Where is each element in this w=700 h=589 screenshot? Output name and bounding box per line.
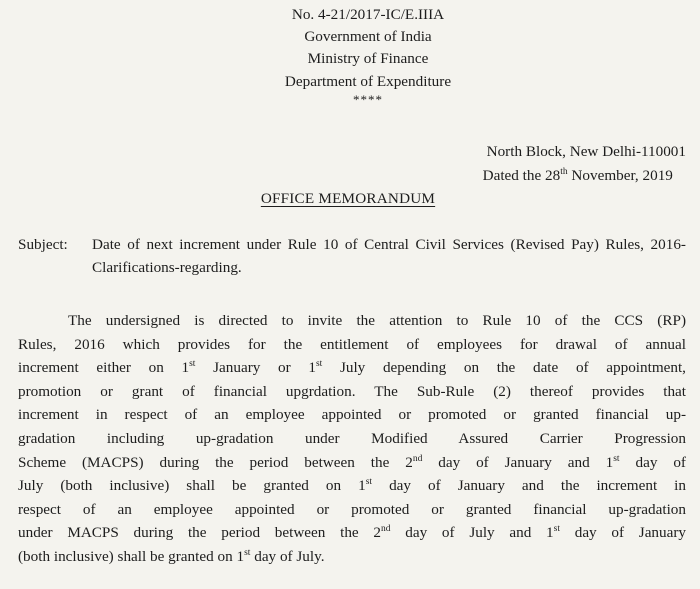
- date-suffix: November, 2019: [567, 167, 673, 184]
- body-paragraph: [18, 309, 686, 569]
- ordinal-sup: st: [553, 524, 560, 535]
- text-run: July depending on the date of appointment,: [322, 359, 686, 377]
- ordinal-sup: st: [189, 359, 196, 370]
- text-run: under MACPS during the period between the 2: [18, 524, 382, 542]
- department-name: Department of Expenditure: [284, 72, 452, 90]
- body-line: respect of an employee appointed or promoted or granted financial up-gradation: [18, 500, 686, 518]
- body-line: gradation including up-gradation under Modified Assured Carrier Progression: [18, 429, 686, 447]
- body-line: The undersigned is directed to invite the attention to Rule 10 of the CCS (RP): [68, 312, 686, 329]
- body-line: [18, 356, 686, 380]
- memo-date: [483, 164, 686, 188]
- body-line: promotion or grant of financial upgrdation. The Sub-Rule (2) thereof provides that: [18, 382, 686, 400]
- memo-number: No. 4-21/2017-IC/E.IIIA: [291, 6, 445, 23]
- date-ordinal: th: [560, 166, 568, 177]
- body-line: [18, 521, 686, 545]
- ordinal-sup: st: [613, 453, 620, 464]
- text-run: day of January: [559, 524, 686, 542]
- text-run: day of January and the increment in: [372, 477, 686, 495]
- body-line: [18, 545, 686, 569]
- subject-line-1: Date of next increment under Rule 10 of Central Civil Services (Revised: [92, 236, 565, 253]
- text-run: day of July and 1: [390, 524, 554, 542]
- body-line: Rules, 2016 which provides for the entitlement of employees for drawal of annual: [18, 335, 686, 353]
- ordinal-sup: nd: [381, 524, 391, 535]
- text-run: day of: [619, 453, 686, 471]
- body-line: [18, 451, 686, 475]
- ordinal-sup: st: [365, 477, 373, 488]
- subject-line-2: Pay) Rules, 2016- Clarifications-regarding.: [92, 236, 686, 276]
- text-run: increment either on 1: [18, 359, 190, 377]
- ministry-name: Ministry of Finance: [307, 50, 429, 68]
- body-line: [18, 474, 686, 498]
- date-prefix: Dated the 28: [482, 167, 561, 184]
- office-address: North Block, New Delhi-110001: [486, 143, 686, 160]
- ordinal-sup: st: [315, 359, 323, 370]
- text-run: day of January and 1: [422, 453, 614, 471]
- letterhead: [18, 4, 700, 107]
- ordinal-sup: st: [244, 547, 251, 558]
- text-run: day of July.: [250, 547, 325, 565]
- subject-label: Subject:: [18, 236, 68, 253]
- memo-title: OFFICE MEMORANDUM: [260, 190, 436, 207]
- text-run: Scheme (MACPS) during the period between the 2: [18, 453, 413, 471]
- subject-block: [18, 233, 686, 279]
- place-and-date: [483, 140, 686, 188]
- body-line: increment in respect of an employee appointed or promoted or granted financial up-: [18, 406, 686, 424]
- subject-text: [92, 233, 686, 279]
- separator-stars: ****: [353, 91, 383, 107]
- government-name: Government of India: [304, 28, 432, 46]
- ordinal-sup: nd: [412, 453, 423, 464]
- text-run: July (both inclusive) shall be granted on 1: [18, 477, 366, 495]
- text-run: (both inclusive) shall be granted on 1: [18, 547, 245, 565]
- text-run: January or 1: [195, 359, 316, 377]
